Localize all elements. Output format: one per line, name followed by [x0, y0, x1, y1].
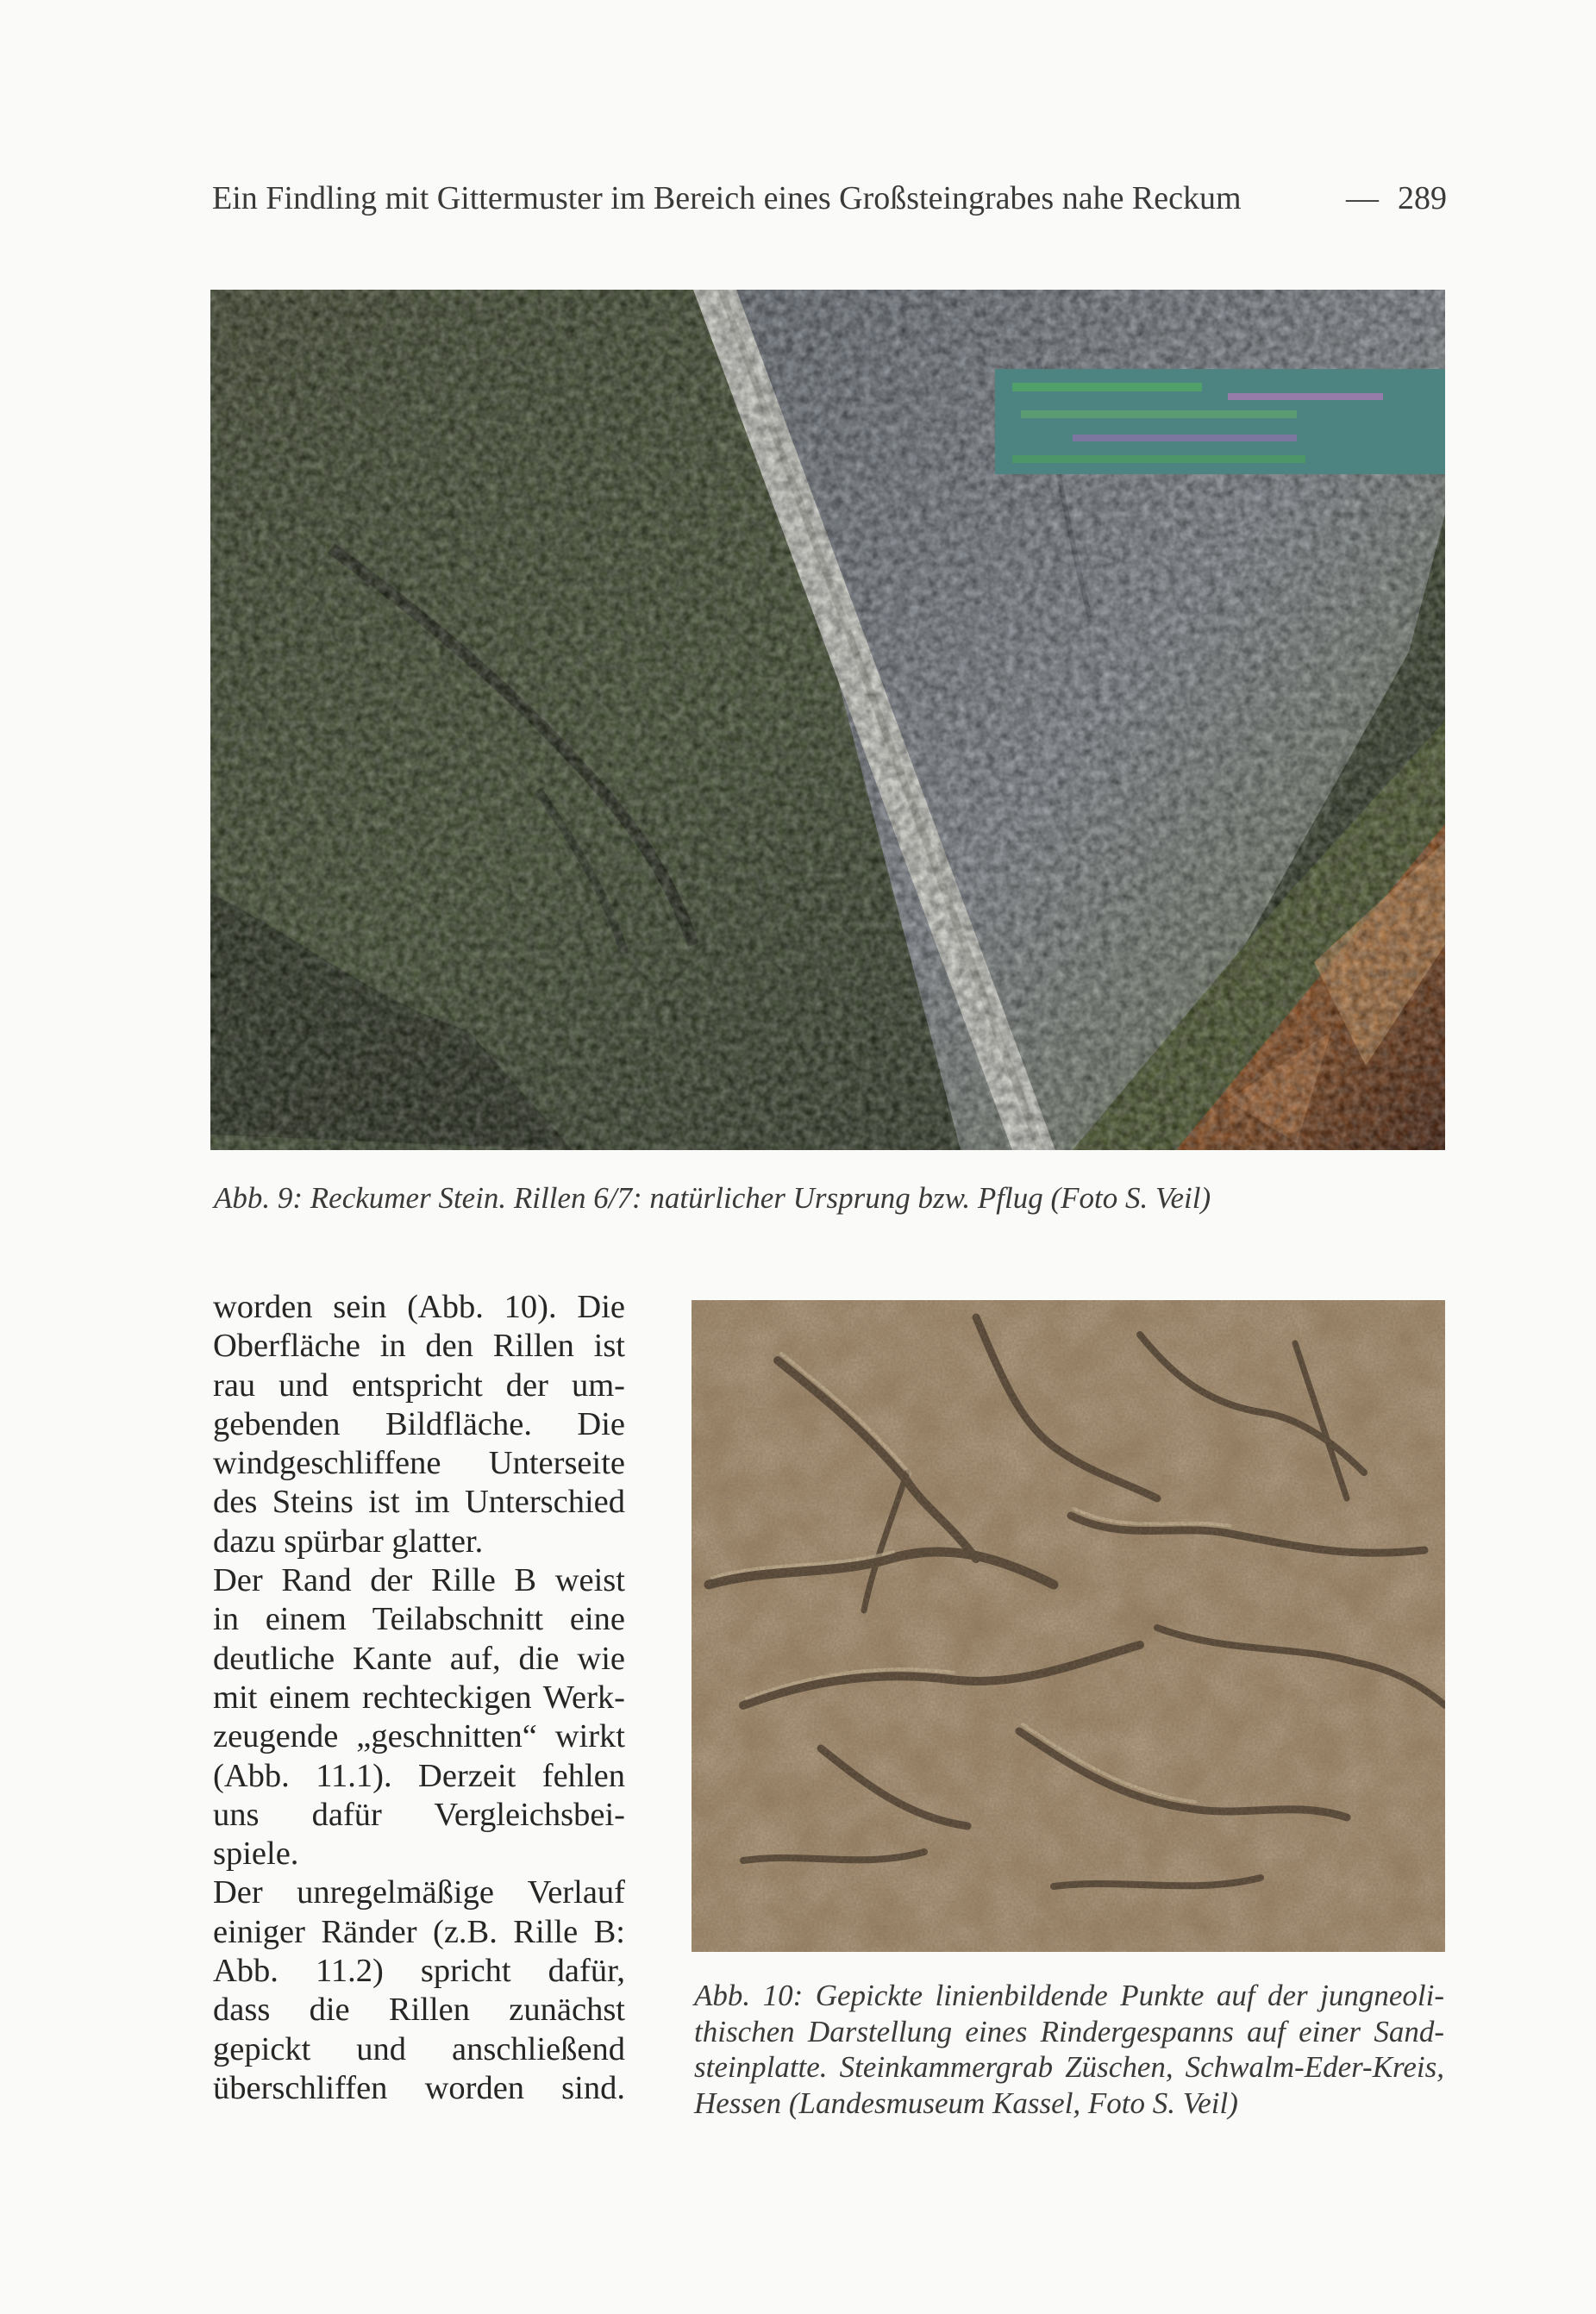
caption-line: thischen Darstellung eines Rindergespanns auf einer Sand-	[694, 2014, 1444, 2048]
stone-photo-image	[210, 290, 1445, 1150]
page-number: 289	[1398, 180, 1447, 216]
body-line: einiger Ränder (z.B. Rille B:	[213, 1913, 625, 1950]
figure-9-photo	[210, 290, 1445, 1150]
page-number-group	[1346, 179, 1447, 217]
body-line: zeugende „geschnitten“ wirkt	[213, 1718, 625, 1755]
body-line: mit einem rechteckigen Werk-	[213, 1679, 625, 1716]
body-line: des Steins ist im Unterschied	[213, 1484, 625, 1521]
running-head	[212, 179, 1447, 217]
body-line: Der unregelmäßige Verlauf	[213, 1874, 625, 1911]
body-line: worden sein (Abb. 10). Die	[213, 1289, 625, 1325]
body-line: spiele.	[213, 1836, 299, 1873]
body-line: Der Rand der Rille B weist	[213, 1562, 625, 1599]
body-line: Abb. 11.2) spricht dafür,	[213, 1953, 625, 1990]
body-line: deutliche Kante auf, die wie	[213, 1640, 625, 1677]
body-line: dazu spürbar glatter.	[213, 1523, 484, 1560]
body-line: in einem Teilabschnitt eine	[213, 1601, 625, 1638]
body-line: gebenden Bildfläche. Die	[213, 1405, 625, 1442]
body-line: gepickt und anschließend	[213, 2030, 625, 2067]
sandstone-photo-image	[692, 1300, 1445, 1952]
figure-9-caption: Abb. 9: Reckumer Stein. Rillen 6/7: natürlicher Ursprung bzw. Pflug (Foto S. Veil)	[214, 1181, 1211, 1215]
caption-line: steinplatte. Steinkammergrab Züschen, Schwalm-Eder-Kreis,	[694, 2050, 1444, 2084]
body-line: uns dafür Vergleichsbei-	[213, 1796, 625, 1833]
page-dash: —	[1346, 180, 1379, 216]
body-line: rau und entspricht der um-	[213, 1367, 625, 1404]
figure-10-photo	[692, 1300, 1445, 1952]
running-title: Ein Findling mit Gittermuster im Bereich eines Großsteingrabes nahe Reckum	[212, 180, 1242, 216]
caption-line: Abb. 10: Gepickte linienbildende Punkte auf der jungneoli-	[694, 1979, 1444, 2012]
body-line: überschliffen worden sind.	[213, 2069, 625, 2106]
caption-line: Hessen (Landesmuseum Kassel, Foto S. Veil)	[694, 2086, 1238, 2120]
body-text	[213, 1288, 625, 2108]
body-line: (Abb. 11.1). Derzeit fehlen	[213, 1757, 625, 1794]
body-line: dass die Rillen zunächst	[213, 1992, 625, 2029]
body-line: windgeschliffene Unterseite	[213, 1445, 625, 1482]
body-line: Oberfläche in den Rillen ist	[213, 1328, 625, 1365]
figure-10-caption	[694, 1978, 1444, 2121]
